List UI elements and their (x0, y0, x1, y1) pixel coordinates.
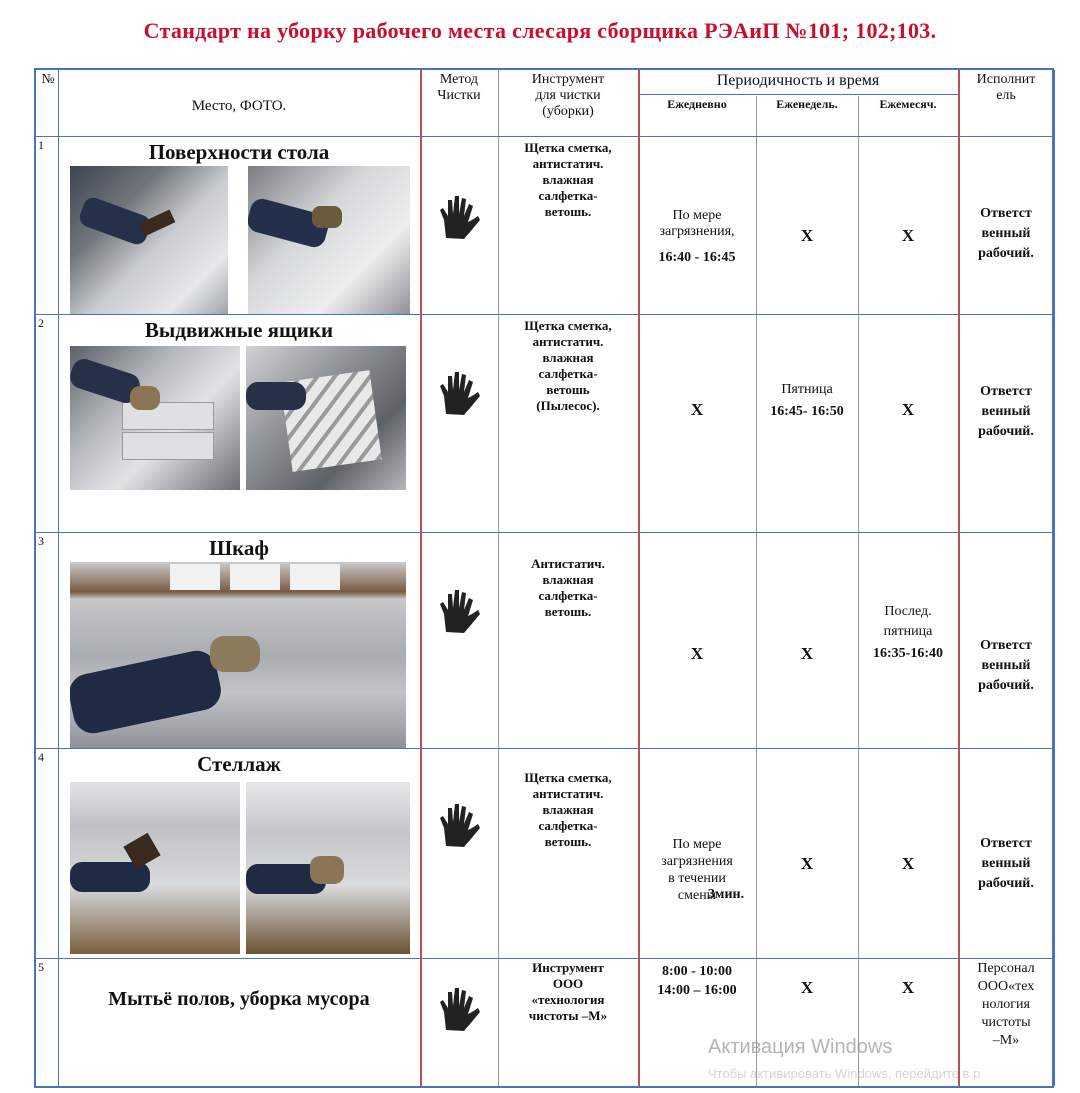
row-2-weekly-time: 16:45- 16:50 (770, 404, 844, 419)
row-3-monthly-top: Послед. (884, 604, 932, 619)
windows-activation-watermark: Активация Windows (708, 1036, 893, 1058)
row-2-place: Выдвижные ящики (144, 318, 334, 342)
photo-drawers-1 (70, 346, 240, 490)
row-4-num: 4 (38, 750, 44, 764)
row-3-monthly-time: 16:35-16:40 (873, 646, 943, 661)
row-4-executor: Ответст венный рабочий. (978, 836, 1034, 891)
row-2-tool: Щетка сметка, антистатич. влажная салфетка- ветошь (Пылесос). (524, 318, 612, 413)
row-5-place: Мытьё полов, уборка мусора (108, 988, 370, 1010)
row-1-tool: Щетка сметка, антистатич. влажная салфетка- ветошь. (524, 140, 612, 219)
photo-rack-1 (70, 782, 240, 954)
row-1-daily: По мере загрязнения, (659, 208, 735, 239)
row-1-monthly: X (901, 226, 915, 245)
row-1-weekly: X (800, 226, 814, 245)
header-num: № (41, 72, 55, 87)
photo-table-surface-2 (248, 166, 410, 314)
photo-cabinet (70, 562, 406, 748)
row-4-daily: По мере загрязнения в течении смены (661, 837, 733, 903)
header-place: Место, ФОТО. (191, 98, 287, 114)
photo-table-surface-1 (70, 166, 228, 314)
row-4-daily-time: 3мин. (707, 887, 745, 902)
row-2-daily: X (690, 400, 704, 419)
row-3-tool: Антистатич. влажная салфетка- ветошь. (531, 556, 605, 619)
row-2-executor: Ответст венный рабочий. (978, 384, 1034, 439)
row-5-num: 5 (38, 960, 44, 974)
header-executor: Исполнит ель (976, 72, 1036, 103)
row-3-place: Шкаф (209, 536, 269, 560)
hand-icon (438, 586, 482, 636)
row-4-place: Стеллаж (197, 752, 281, 776)
header-monthly: Ежемесяч. (879, 97, 937, 111)
row-5-daily: 8:00 - 10:00 14:00 – 16:00 (657, 964, 737, 998)
row-1-executor: Ответст венный рабочий. (978, 206, 1034, 261)
row-3-num: 3 (38, 534, 44, 548)
row-5-executor: Персонал ООО«тех нология чистоты –М» (977, 961, 1035, 1048)
row-1-num: 1 (38, 138, 44, 152)
photo-drawers-2 (246, 346, 406, 490)
row-3-monthly: пятница (883, 624, 933, 639)
cleaning-standard-table (34, 68, 1054, 1088)
header-weekly: Еженедель. (776, 97, 838, 111)
row-3-weekly: X (800, 644, 814, 663)
row-1-place: Поверхности стола (148, 140, 330, 164)
header-tool: Инструмент для чистки (уборки) (531, 72, 605, 119)
photo-rack-2 (246, 782, 410, 954)
row-3-daily: X (690, 644, 704, 663)
row-3-executor: Ответст венный рабочий. (978, 638, 1034, 693)
row-2-monthly: X (901, 400, 915, 419)
hand-icon (438, 984, 482, 1034)
header-daily: Ежедневно (667, 97, 727, 111)
hand-icon (438, 192, 482, 242)
row-4-weekly: X (800, 854, 814, 873)
row-4-monthly: X (901, 854, 915, 873)
windows-activation-subtext: Чтобы активировать Windows, перейдите в р (708, 1066, 981, 1081)
row-5-monthly: X (901, 978, 915, 997)
row-2-weekly: Пятница (781, 382, 833, 397)
row-1-daily-time: 16:40 - 16:45 (658, 250, 736, 265)
row-5-weekly: X (800, 978, 814, 997)
row-5-tool: Инструмент ООО «технология чистоты –М» (528, 960, 608, 1023)
header-period: Периодичность и время (716, 72, 880, 89)
row-4-tool: Щетка сметка, антистатич. влажная салфетка- ветошь. (524, 770, 612, 849)
row-2-num: 2 (38, 316, 44, 330)
page-title: Стандарт на уборку рабочего места слесаря сборщика РЭАиП №101; 102;103. (143, 18, 937, 43)
hand-icon (438, 800, 482, 850)
hand-icon (438, 368, 482, 418)
header-method: Метод Чистки (437, 72, 481, 103)
